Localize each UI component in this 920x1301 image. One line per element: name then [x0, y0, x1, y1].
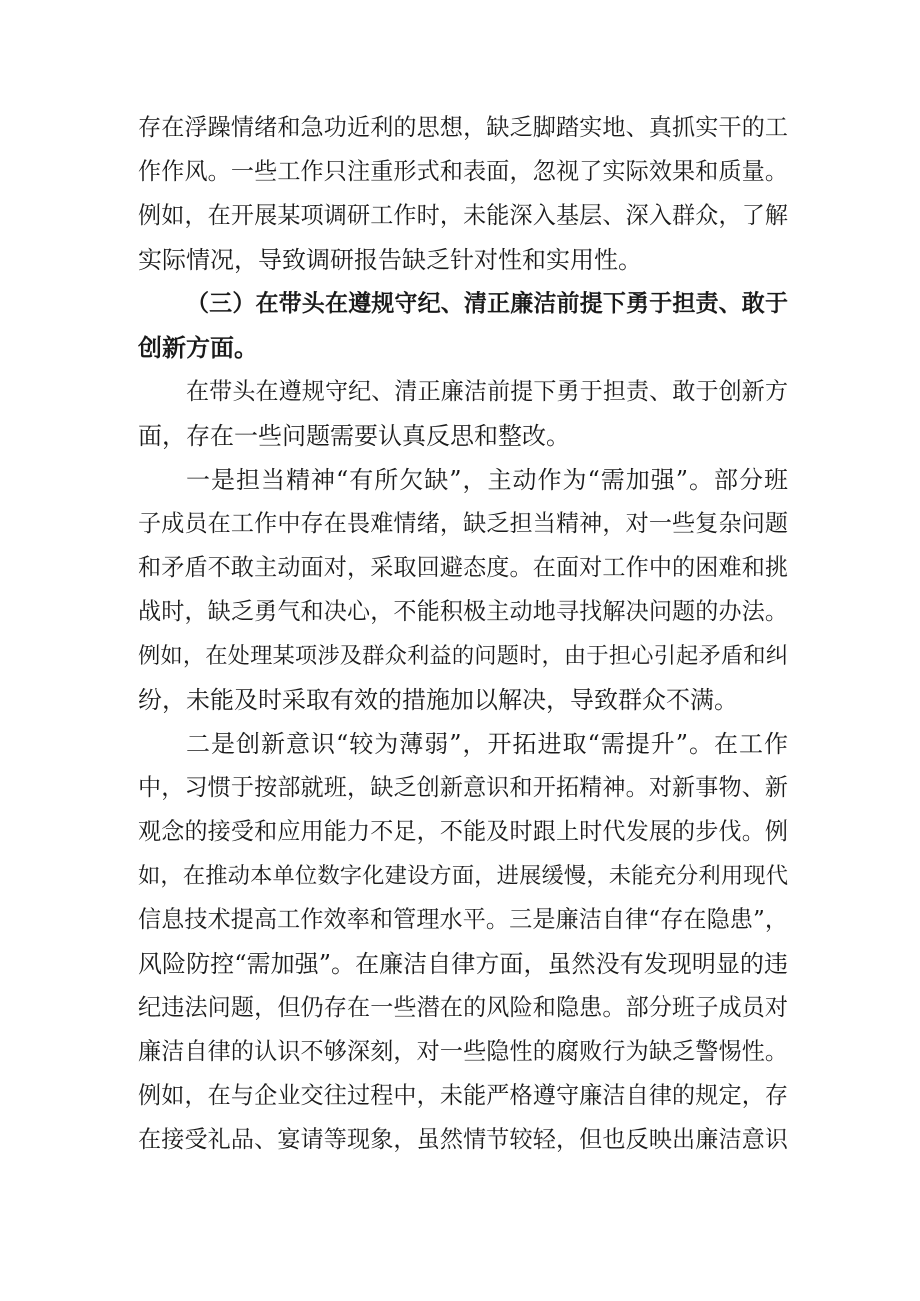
text-line: 战时，缺乏勇气和决心，不能积极主动地寻找解决问题的办法。: [138, 599, 788, 625]
text-line: 实际情况，导致调研报告缺乏针对性和实用性。: [138, 246, 642, 274]
text-line: 信息技术提高工作效率和管理水平。三是廉洁自律“存在隐患”，: [138, 907, 788, 933]
text-line: 一是担当精神“有所欠缺”，主动作为“需加强”。部分班: [186, 466, 788, 494]
text-line: 作作风。一些工作只注重形式和表面，忽视了实际效果和质量。: [138, 159, 788, 185]
section-heading: 创新方面。: [138, 334, 258, 362]
text-line: 面，存在一些问题需要认真反思和整改。: [138, 422, 570, 450]
text-line: 二是创新意识“较为薄弱”，开拓进取“需提升”。在工作: [186, 730, 788, 758]
text-line: 纷，未能及时采取有效的措施加以解决，导致群众不满。: [138, 686, 738, 714]
text-line: 如，在推动本单位数字化建设方面，进展缓慢，未能充分利用现代: [138, 863, 788, 889]
text-line: 例如，在开展某项调研工作时，未能深入基层、深入群众，了解: [138, 203, 788, 229]
text-line: 例如，在与企业交往过程中，未能严格遵守廉洁自律的规定，存: [138, 1083, 788, 1109]
text-line: 廉洁自律的认识不够深刻，对一些隐性的腐败行为缺乏警惕性。: [138, 1039, 788, 1065]
section-heading: （三）在带头在遵规守纪、清正廉洁前提下勇于担责、敢于: [186, 291, 788, 317]
text-line: 子成员在工作中存在畏难情绪，缺乏担当精神，对一些复杂问题: [138, 511, 788, 537]
text-line: 和矛盾不敢主动面对，采取回避态度。在面对工作中的困难和挑: [138, 555, 788, 581]
text-line: 在带头在遵规守纪、清正廉洁前提下勇于担责、敢于创新方: [186, 379, 788, 405]
text-line: 纪违法问题，但仍存在一些潜在的风险和隐患。部分班子成员对: [138, 995, 788, 1021]
text-line: 存在浮躁情绪和急功近利的思想，缺乏脚踏实地、真抓实干的工: [138, 115, 788, 141]
text-line: 例如，在处理某项涉及群众利益的问题时，由于担心引起矛盾和纠: [138, 643, 788, 669]
text-line: 在接受礼品、宴请等现象，虽然情节较轻，但也反映出廉洁意识: [138, 1127, 788, 1153]
text-line: 风险防控“需加强”。在廉洁自律方面，虽然没有发现明显的违: [138, 950, 788, 978]
text-line: 中，习惯于按部就班，缺乏创新意识和开拓精神。对新事物、新: [138, 775, 788, 801]
text-line: 观念的接受和应用能力不足，不能及时跟上时代发展的步伐。例: [138, 819, 788, 845]
